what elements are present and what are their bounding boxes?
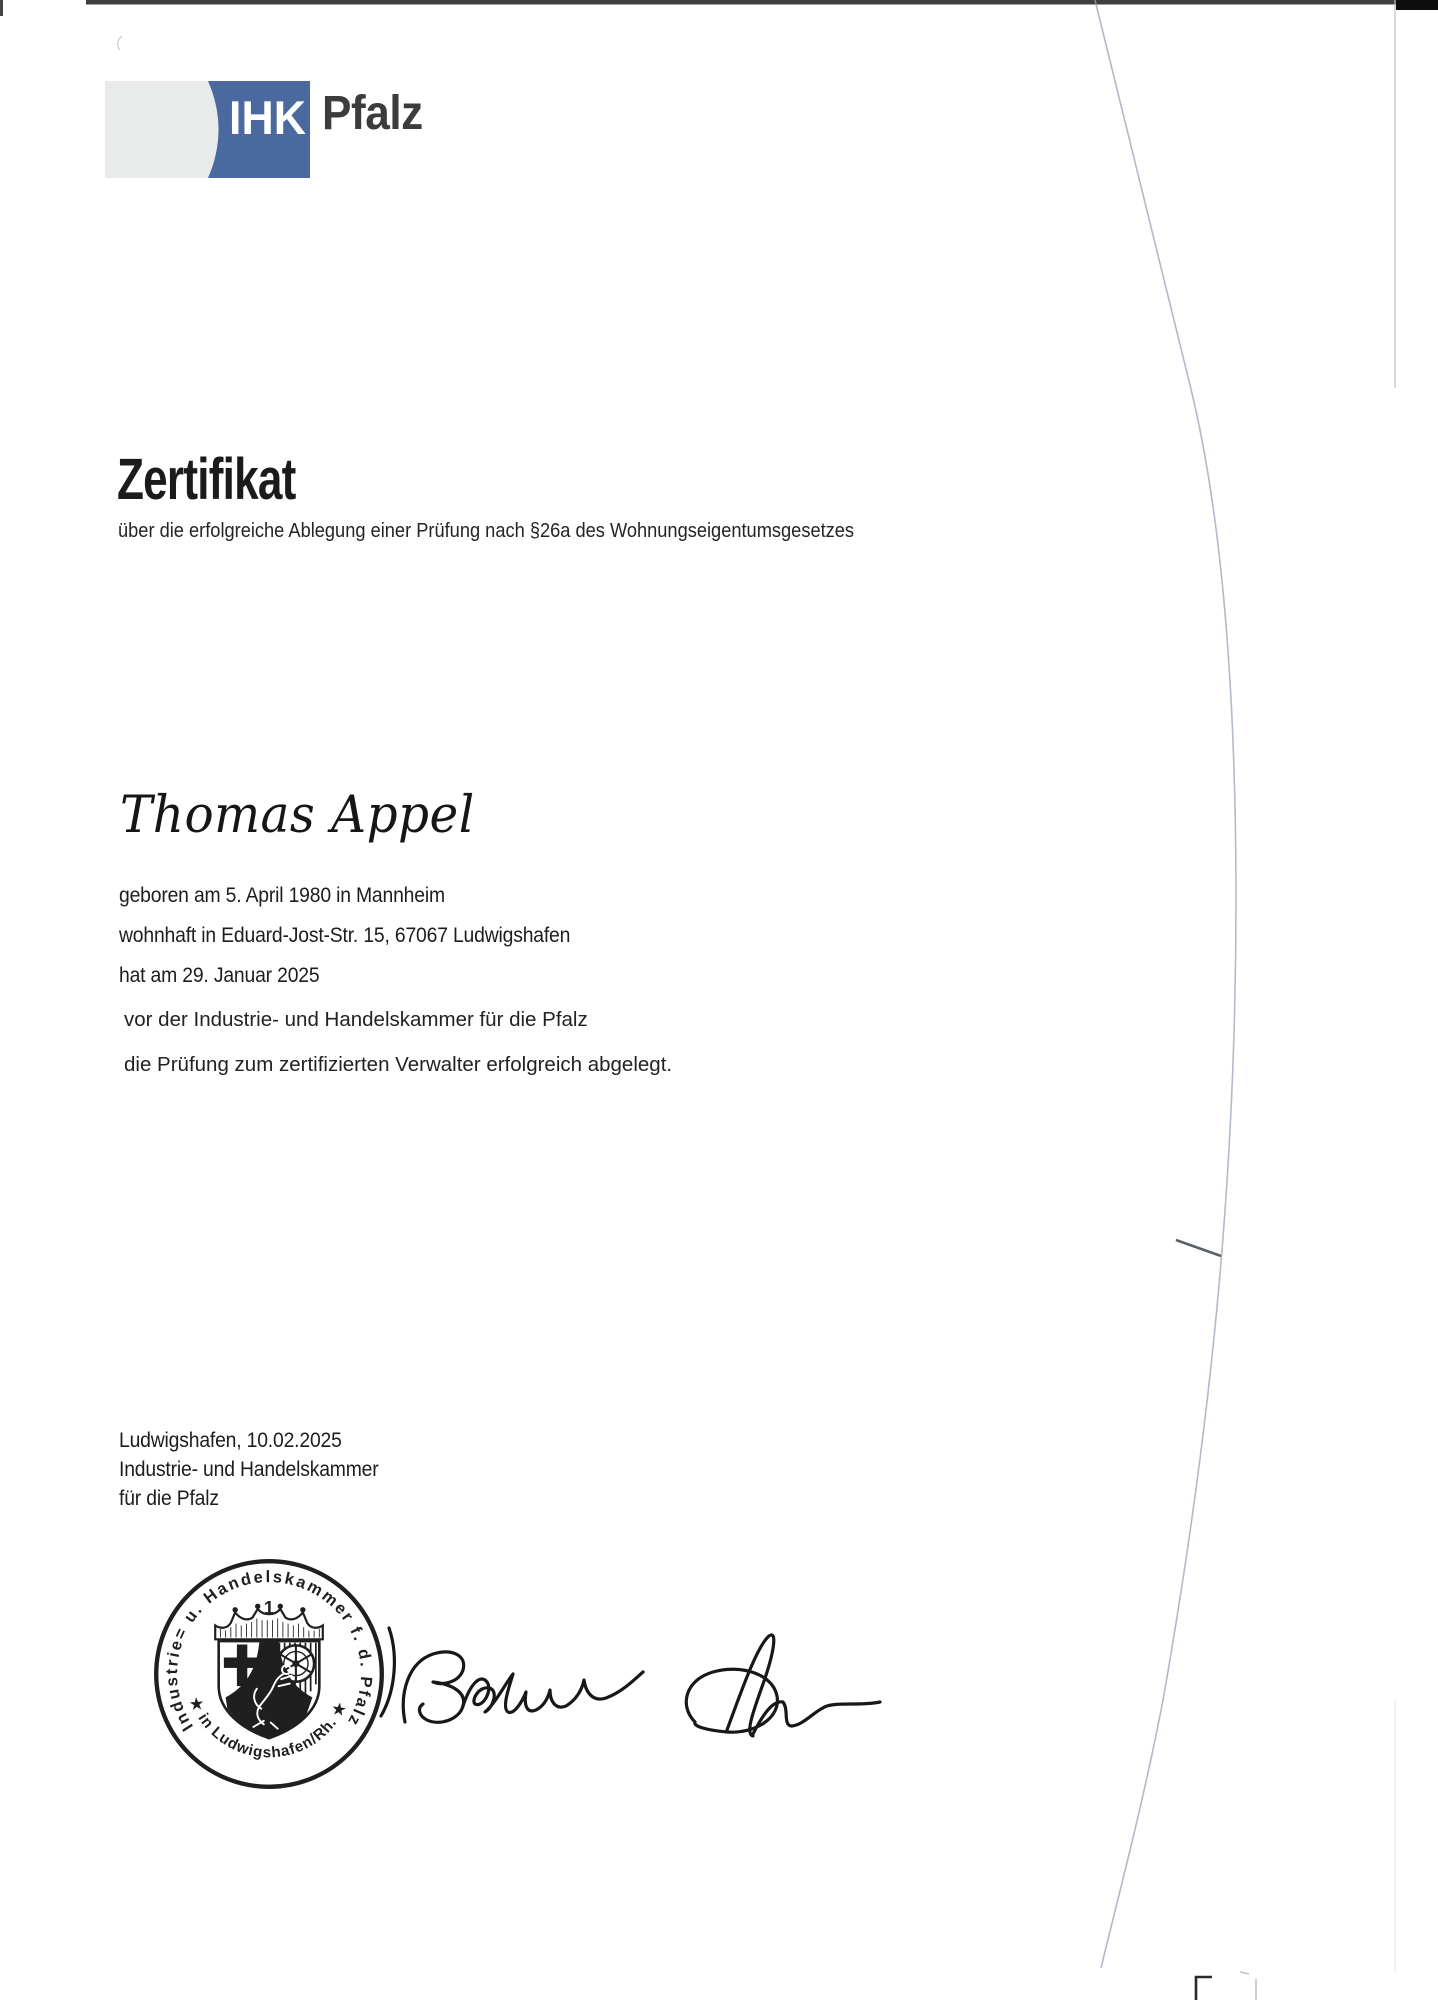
seal-ring-text-top: Industrie= u. Handelskammer f. d. Pfalz [162, 1568, 376, 1735]
certificate-subtitle: über die erfolgreiche Ablegung einer Prüfung nach §26a des Wohnungseigentumsgesetzes [118, 519, 855, 542]
issuer-name-line-2: für die Pfalz [119, 1486, 219, 1510]
scan-left-tick [0, 0, 3, 16]
ihk-acronym: IHK [229, 91, 306, 144]
coat-of-arms [215, 1604, 323, 1738]
scan-top-edge [86, 0, 1396, 5]
statement-line-2: die Prüfung zum zertifizierten Verwalter erfolgreich abgelegt. [124, 1053, 673, 1076]
corner-bracket-mark [1196, 1977, 1212, 2000]
seal-number: 1 [263, 1598, 275, 1619]
corner-bracket-faint [1240, 1972, 1256, 2000]
signatures [375, 1622, 895, 1757]
seal-ring-text-bottom: ★ in Ludwigshafen/Rh. ★ [185, 1694, 351, 1762]
address-line: wohnhaft in Eduard-Jost-Str. 15, 67067 Ludwigshafen [119, 923, 571, 947]
issuer-name-line-1: Industrie- und Handelskammer [119, 1457, 379, 1481]
birth-line: geboren am 5. April 1980 in Mannheim [119, 883, 445, 907]
logo-region-label: Pfalz [322, 87, 423, 140]
signature-left [381, 1628, 643, 1722]
official-seal [151, 1556, 387, 1792]
certificate-title: Zertifikat [117, 447, 296, 512]
exam-date-line: hat am 29. Januar 2025 [119, 963, 320, 987]
scan-fold-curve [1095, 0, 1236, 1968]
signature-right [686, 1635, 880, 1736]
scan-tick-mark [1176, 1240, 1221, 1256]
recipient-name: Thomas Appel [120, 786, 475, 845]
ihk-logo-mark [105, 81, 310, 178]
scan-stray-mark [118, 36, 122, 50]
statement-line-1: vor der Industrie- und Handelskammer für die Pfalz [124, 1008, 588, 1031]
issue-place-date: Ludwigshafen, 10.02.2025 [119, 1428, 342, 1452]
scan-corner-block [1396, 0, 1438, 10]
